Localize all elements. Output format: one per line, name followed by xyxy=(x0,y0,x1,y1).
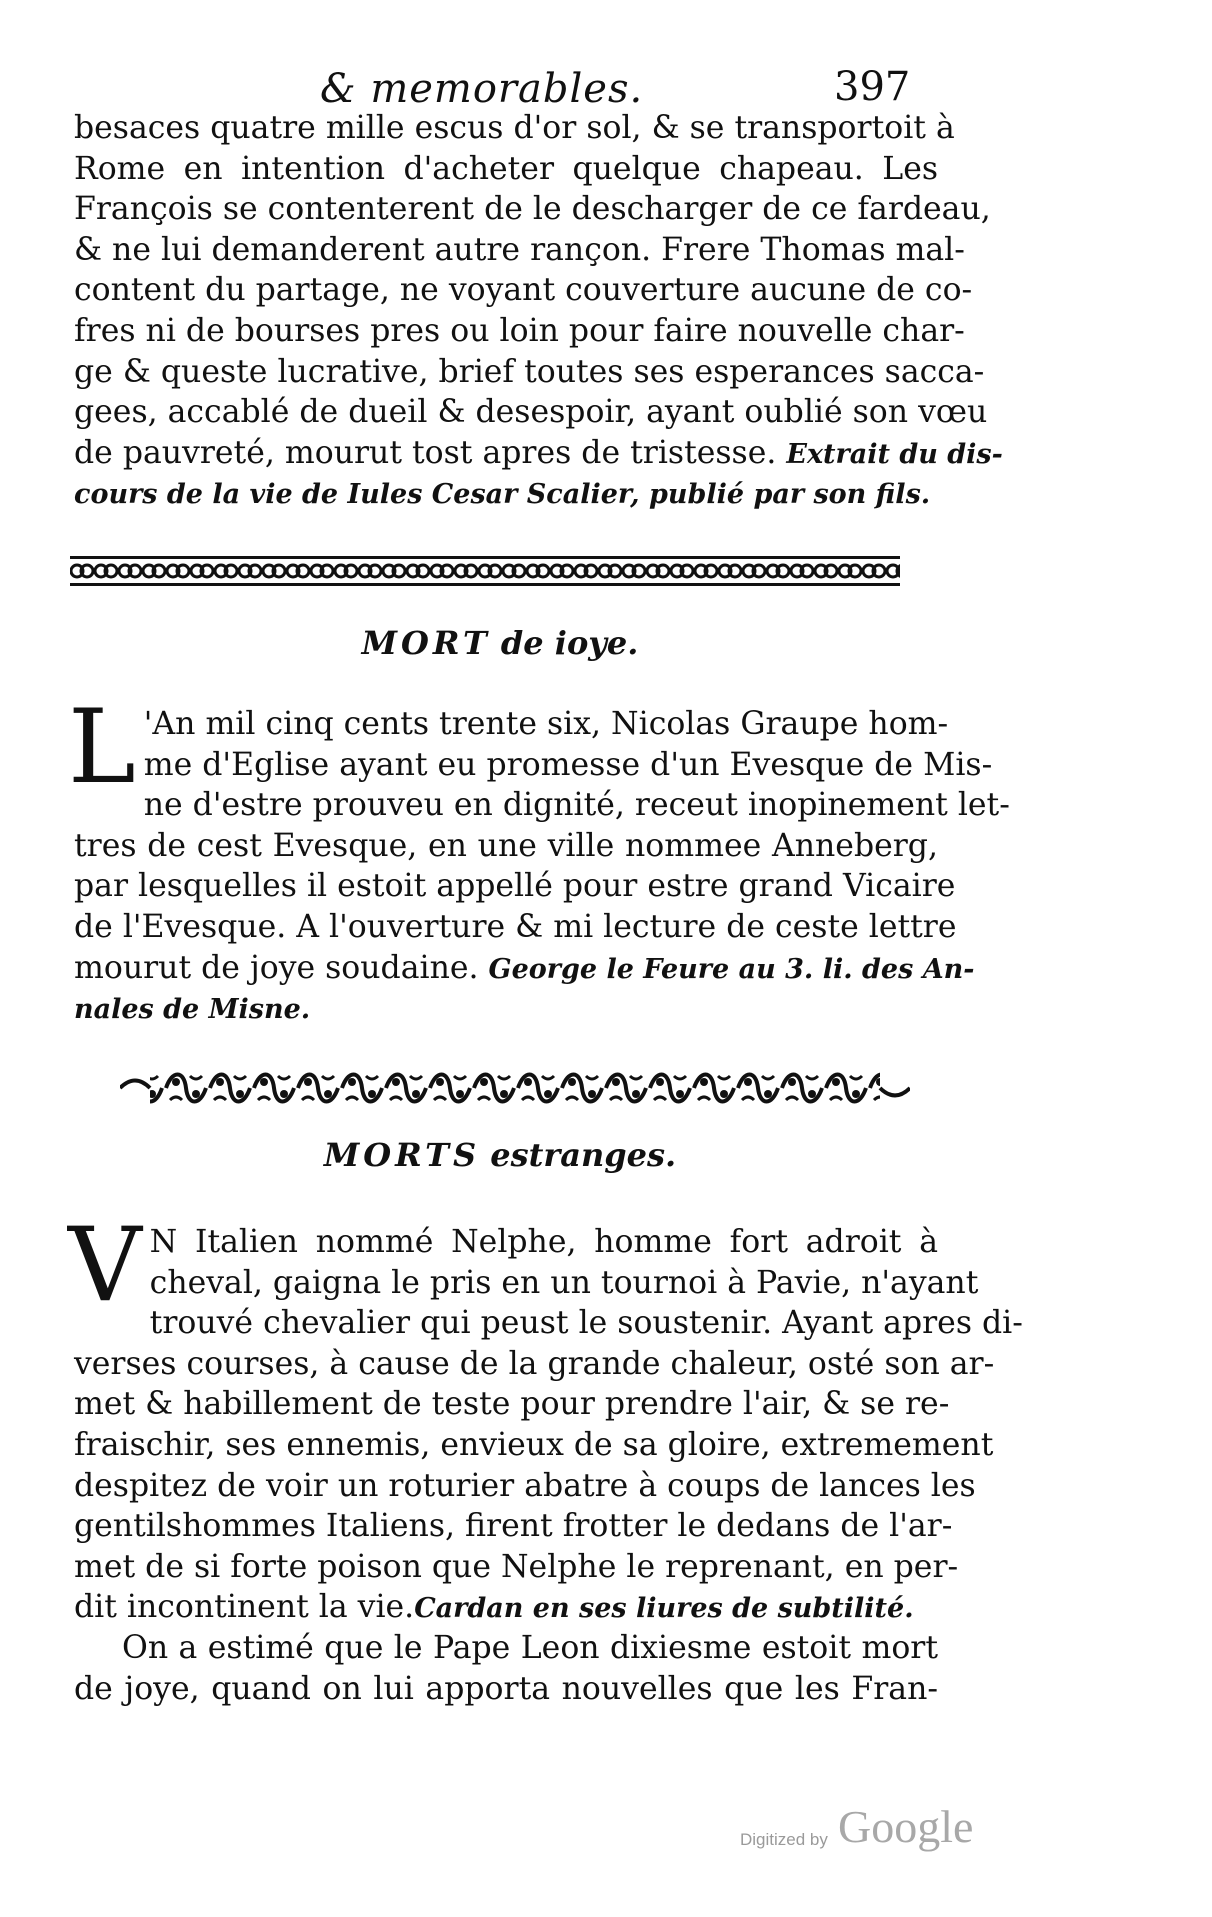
text-line: On a estimé que le Pape Leon dixiesme estoit mort xyxy=(122,1630,938,1666)
text-line: cheval, gaigna le pris en un tournoi à Pavie, n'ayant xyxy=(149,1264,979,1301)
paragraph-mort-de-joye xyxy=(68,688,1010,1031)
ornamental-border-icon xyxy=(70,554,900,588)
section-title-morts-estranges xyxy=(0,1136,1000,1174)
arabesque-ornament-icon xyxy=(120,1064,910,1112)
title-caps: MORTS xyxy=(323,1136,481,1174)
text-line: ge & queste lucrative, brief toutes ses esperances sacca- xyxy=(74,353,985,390)
text-line: despitez de voir un roturier abatre à coups de lances les xyxy=(74,1467,976,1504)
citation: nales de Misne. xyxy=(74,994,311,1026)
page-number: 397 xyxy=(834,64,911,110)
text-line: me d'Eglise ayant eu promesse d'un Evesque de Mis- xyxy=(143,746,993,783)
text-line: verses courses, à cause de la grande chaleur, osté son ar- xyxy=(74,1345,995,1382)
text-line: N Italien nommé Nelphe, homme fort adroit à xyxy=(149,1224,938,1260)
citation: Cardan en ses liures de subtilité. xyxy=(414,1593,914,1625)
text-fragment: dit incontinent la vie. xyxy=(74,1589,415,1626)
continuation-paragraph xyxy=(74,108,1003,516)
text-line: François se contenterent de le descharger de ce fardeau, xyxy=(74,191,991,228)
text-line: ne d'estre prouveu en dignité, receut inopinement let- xyxy=(143,787,1010,824)
title-caps: MORT xyxy=(361,624,491,662)
text-fragment: de pauvreté, mourut tost apres de tristesse. xyxy=(74,434,777,471)
text-line: 'An mil cinq cents trente six, Nicolas Graupe hom- xyxy=(143,706,949,742)
text-line: par lesquelles il estoit appellé pour estre grand Vicaire xyxy=(74,868,956,905)
text-line: & ne lui demanderent autre rançon. Frere Thomas mal- xyxy=(74,231,965,268)
text-line: tres de cest Evesque, en une ville nommee Anneberg, xyxy=(74,827,938,864)
text-line: gees, accablé de dueil & desespoir, ayant oublié son vœu xyxy=(74,394,988,431)
citation: cours de la vie de Iules Cesar Scalier, publié par son fils. xyxy=(74,479,931,511)
text-line: de joye, quand on lui apporta nouvelles que les Fran- xyxy=(74,1670,938,1707)
text-line-with-citation xyxy=(74,948,975,991)
title-rest: estranges. xyxy=(490,1136,677,1174)
running-head: & memorables. xyxy=(320,66,644,112)
text-line: content du partage, ne voyant couverture aucune de co- xyxy=(74,272,973,309)
text-line: besaces quatre mille escus d'or sol, & se transportoit à xyxy=(74,110,955,146)
paragraph-morts-estranges xyxy=(68,1206,1023,1630)
text-line: Rome en intention d'acheter quelque chapeau. Les xyxy=(74,150,938,187)
text-line: met de si forte poison que Nelphe le reprenant, en per- xyxy=(74,1548,959,1585)
text-line-with-citation xyxy=(74,433,1003,476)
watermark-small-text: Digitized by xyxy=(740,1830,828,1849)
drop-cap: L xyxy=(68,688,136,807)
digitized-watermark xyxy=(740,1800,980,1860)
text-fragment: mourut de joye soudaine. xyxy=(74,949,479,986)
drop-cap: V xyxy=(68,1206,142,1325)
text-line-with-citation xyxy=(74,1587,938,1630)
citation: Extrait du dis- xyxy=(786,438,1003,470)
title-rest: de ioye. xyxy=(500,624,639,662)
text-line: met & habillement de teste pour prendre l'air, & se re- xyxy=(74,1386,950,1423)
text-line: fres ni de bourses pres ou loin pour faire nouvelle char- xyxy=(74,312,965,349)
google-logo: Google xyxy=(838,1801,974,1852)
section-title-mort-de-joye xyxy=(0,624,1000,662)
text-line: trouvé chevalier qui peust le soustenir. Ayant apres di- xyxy=(149,1305,1023,1342)
text-line: de l'Evesque. A l'ouverture & mi lecture de ceste lettre xyxy=(74,908,957,945)
text-line: fraischir, ses ennemis, envieux de sa gloire, extremement xyxy=(74,1426,994,1463)
text-line: gentilshommes Italiens, firent frotter le dedans de l'ar- xyxy=(74,1508,953,1545)
citation: George le Feure au 3. li. des An- xyxy=(488,953,975,985)
paragraph-pape-leon xyxy=(74,1628,938,1709)
